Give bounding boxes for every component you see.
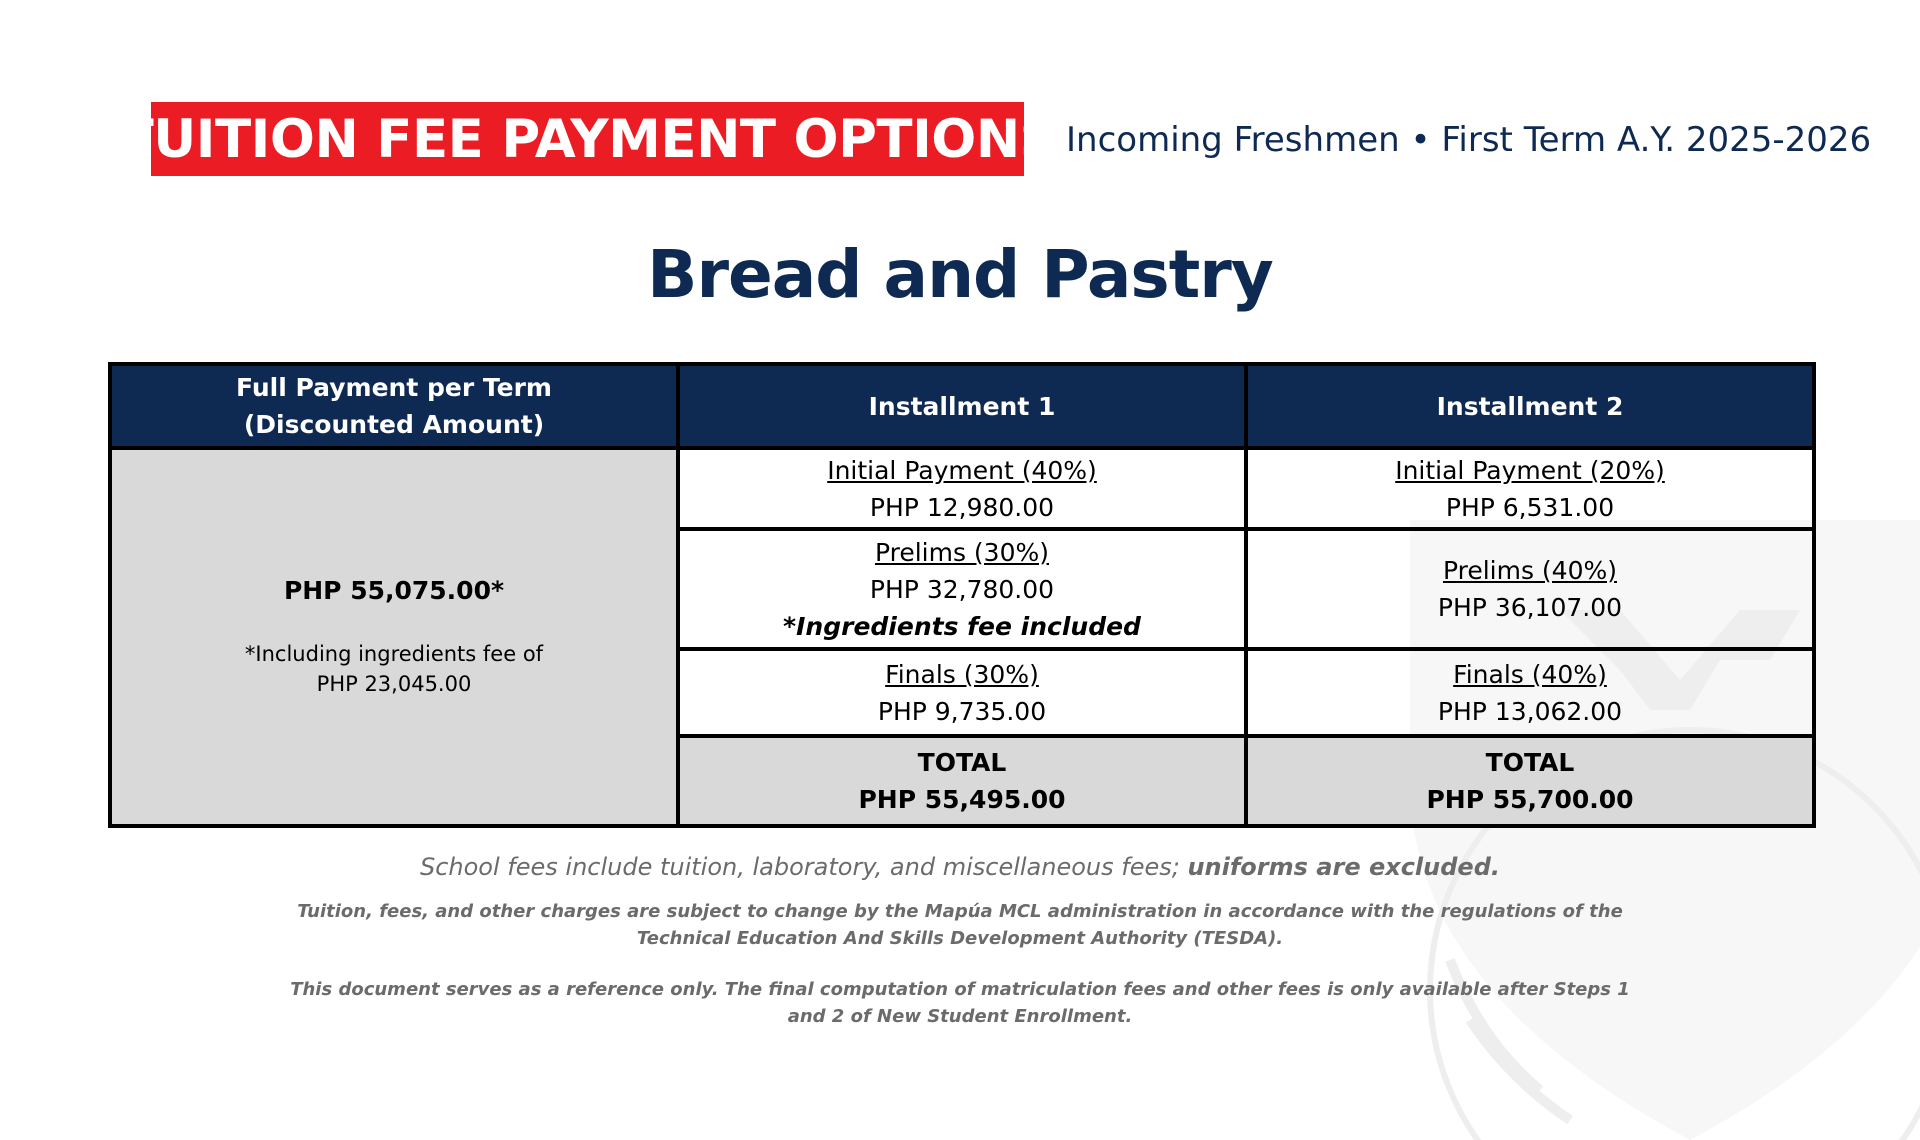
inst1-prelims-cell	[678, 529, 1246, 649]
disclaimer-reference: This document serves as a reference only. The final computation of matriculation fees and other fees is only available after Steps 1 and 2 of New Student Enrollment.	[290, 979, 1630, 1027]
inst2-prelims-amount: PHP 36,107.00	[1437, 593, 1623, 623]
table-row	[110, 448, 1814, 529]
inst2-finals-amount: PHP 13,062.00	[1437, 696, 1623, 726]
inst2-prelims-cell	[1246, 529, 1814, 649]
inst2-prelims-label: Prelims (40%)	[1442, 556, 1618, 586]
header-installment-1: Installment 1	[678, 364, 1246, 448]
header-full-line1: Full Payment per Term	[236, 373, 552, 403]
inst1-initial-cell	[678, 448, 1246, 529]
inst1-total-amount: PHP 55,495.00	[858, 785, 1066, 815]
inst2-finals-label: Finals (40%)	[1453, 659, 1607, 689]
full-payment-cell	[110, 448, 678, 826]
inst1-prelims-amount: PHP 32,780.00	[869, 574, 1055, 604]
header-badge	[117, 102, 1058, 176]
fees-inclusion-note	[0, 850, 1920, 884]
inst2-initial-cell	[1246, 448, 1814, 529]
footnotes	[0, 850, 1920, 1030]
inst2-finals-cell	[1246, 649, 1814, 736]
inst1-finals-label: Finals (30%)	[885, 659, 1039, 689]
inst2-total-amount: PHP 55,700.00	[1426, 785, 1634, 815]
header-subtitle: Incoming Freshmen • First Term A.Y. 2025-2026	[1066, 120, 1872, 160]
table-header-row	[110, 364, 1814, 448]
inst1-prelims-note: *Ingredients fee included	[783, 611, 1141, 641]
inst2-initial-label: Initial Payment (20%)	[1395, 455, 1665, 485]
disclaimer-change: Tuition, fees, and other charges are subject to change by the Mapúa MCL administration in accordance with the regulations of the Technical Education And Skills Development Authority (TESDA).	[297, 901, 1623, 949]
header-full-payment	[110, 364, 678, 448]
fees-inclusion-text: School fees include tuition, laboratory, and miscellaneous fees;	[419, 853, 1188, 881]
full-payment-amount: PHP 55,075.00*	[283, 575, 505, 605]
inst2-total-label: TOTAL	[1485, 748, 1575, 778]
inst1-finals-cell	[678, 649, 1246, 736]
uniforms-excluded-text: uniforms are excluded.	[1187, 853, 1500, 881]
inst1-initial-amount: PHP 12,980.00	[869, 492, 1055, 522]
full-payment-note-line2: PHP 23,045.00	[316, 671, 472, 696]
header-installment-2: Installment 2	[1246, 364, 1814, 448]
inst1-total-cell	[678, 736, 1246, 826]
header-full-line2: (Discounted Amount)	[243, 410, 545, 440]
fee-table	[108, 362, 1816, 828]
program-title: Bread and Pastry	[647, 236, 1273, 313]
inst2-total-cell	[1246, 736, 1814, 826]
full-payment-note-line1: *Including ingredients fee of	[244, 641, 544, 666]
inst2-initial-amount: PHP 6,531.00	[1445, 492, 1615, 522]
inst1-total-label: TOTAL	[917, 748, 1007, 778]
header-badge-title: TUITION FEE PAYMENT OPTIONS	[117, 108, 1058, 170]
inst1-finals-amount: PHP 9,735.00	[877, 696, 1047, 726]
inst1-initial-label: Initial Payment (40%)	[827, 455, 1097, 485]
inst1-prelims-label: Prelims (30%)	[874, 537, 1050, 567]
